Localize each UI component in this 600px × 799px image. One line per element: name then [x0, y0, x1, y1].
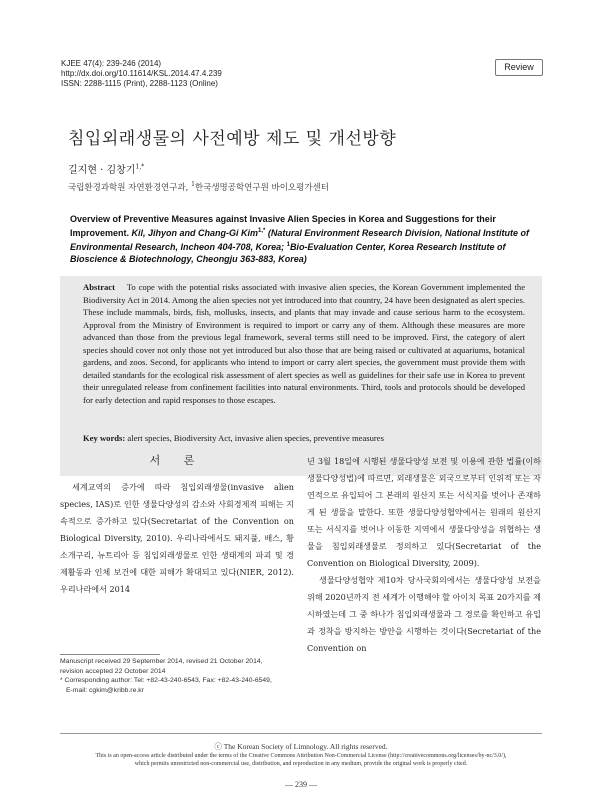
english-authors-superscript: 1,* [258, 228, 266, 234]
footnote [60, 657, 300, 695]
right-paragraph-2: 생물다양성협약 제10차 당사국회의에서는 생물다양성 보전을 위해 2020년까지 전 세계가 이행해야 할 아이치 목표 20가지를 제시하였는데 그 중 하나가 침입외래생물과 그 경로를 확인하고 유입과 정착을 방지하는 방안을 시행하는 것이다(Secretariat of the Convention on [307, 575, 541, 653]
abstract-text: To cope with the potential risks associated with invasive alien species, the Korean Government implemented the Biodiversity Act in 2014. Among the alien species not yet introduced into that country, 24 have been designated as alert species. These include mammals, birds, fish, mollusks, insects, and plants that may invade and cause serious harm to the ecosystem. Approval from the Ministry of Environment is required to import or carry any of them. Although these measures are more advanced than those from the previous legal framework, several terms still need to be improved. First, the category of alert species should cover not only those not yet introduced but also those that are being raised or cultivated at aquariums, botanical gardens, and zoos. Second, for applicants who intend to import or carry alert species, the government must provide them with detailed standards for the ecological risk assessment of alert species as well as guidelines for their safe use in Korea to prevent their unregulated release from confinement facilities into natural environments. Third, tools and protocols should be developed for early detection and rapid responses to those escapes. [83, 282, 526, 405]
left-column [60, 479, 294, 598]
right-paragraph-1: 년 3월 18일에 시행된 생물다양성 보전 및 이용에 관한 법률(이하 생물다양성법)에 따르면, 외래생물은 외국으로부터 인위적 또는 자연적으로 유입되어 그 본래의 원산지 또는 서식지를 벗어나 존재하게 된 생물을 말한다. 또한 생물다양성협약에서는 원래의 원산지 또는 서식지를 벗어나 이동한 지역에서 생물다양성을 위협하는 생물을 침입외래생물로 정의하고 있다(Secretariat of the Convention on Biological Diversity, 2009). [307, 456, 541, 568]
journal-header [61, 59, 222, 89]
english-title-block [70, 213, 542, 265]
license-line-2: which permits unrestricted non-commercial use, distribution, and reproduction in any medium, provide the original work is properly cited. [134, 761, 468, 767]
english-affiliation: (Natural Environment Research Division, National Institute of Environmental Research, Incheon 404-708, Korea; [70, 228, 529, 252]
section-heading: 서 론 [149, 454, 205, 467]
author-superscript: 1,* [135, 163, 145, 171]
received-date: Manuscript received 29 September 2014, revised 21 October 2014, [60, 658, 263, 665]
accepted-date: revision accepted 22 October 2014 [60, 667, 166, 675]
english-affiliation-b: Bio-Evaluation Center, Korea Research Institute of Bioscience & Biotechnology, Cheongju 363-883, Korea) [70, 242, 506, 264]
authors [68, 161, 144, 176]
article-type-badge: Review [495, 59, 543, 76]
page-number: — 239 — [285, 780, 317, 789]
issn-line: ISSN: 2288-1115 (Print), 2288-1123 (Online) [61, 79, 218, 88]
english-affiliation-superscript: 1 [286, 242, 290, 248]
abstract [83, 281, 525, 406]
license-separator [60, 733, 542, 734]
author-names: 길지현 · 김창기 [68, 165, 136, 176]
footnote-rule [60, 654, 160, 655]
corresponding-author: * Corresponding author: Tel: +82-43-240-6543, Fax: +82-43-240-6549, [60, 677, 272, 684]
english-authors: Kil, Jihyon and Chang-Gi Kim [131, 228, 259, 238]
abstract-label: Abstract [83, 282, 115, 292]
keywords [83, 433, 525, 443]
affiliations [68, 181, 329, 193]
license-line-1: This is an open-access article distributed under the terms of the Creative Commons Attribution Non-Commercial License (http://creativecommons.org/licenses/by-nc/3.0/), [95, 753, 507, 759]
journal-citation: KJEE 47(4): 239-246 (2014) [61, 59, 162, 68]
affiliation-b: 한국생명공학연구원 바이오평가센터 [194, 183, 329, 193]
license-block [60, 741, 542, 768]
affiliation-superscript: 1 [191, 181, 195, 189]
left-paragraph-1: 세계교역의 증가에 따라 침입외래생물(invasive alien species, IAS)로 인한 생물다양성의 감소와 사회경제적 피해는 지속적으로 증가하고 있다(Secretariat of the Convention on Biological Diversity, 2010). 우리나라에서도 돼지풀, 배스, 황소개구리, 뉴트리아 등 침입외래생물로 인한 생태계의 파괴 및 경제활동과 인체 보건에 대한 피해가 확대되고 있다(NIER, 2012). 우리나라에서 2014 [60, 482, 294, 594]
affiliation-a: 국립환경과학원 자연환경연구과, [68, 183, 192, 193]
keywords-label: Key words: [83, 433, 126, 443]
author-email[interactable]: E-mail: cgkim@kribb.re.kr [66, 686, 144, 694]
keywords-text: alert species, Biodiversity Act, invasive alien species, preventive measures [127, 433, 384, 443]
right-column [307, 453, 541, 657]
english-title: Overview of Preventive Measures against Invasive Alien Species in Korea and Suggestions for their Improvement. [70, 214, 496, 238]
doi-link[interactable]: http://dx.doi.org/10.11614/KSL.2014.47.4.239 [61, 69, 222, 78]
article-title: 침입외래생물의 사전예방 제도 및 개선방향 [68, 129, 397, 149]
society-copyright: ⓒ The Korean Society of Limnology. All rights reserved. [214, 742, 388, 751]
